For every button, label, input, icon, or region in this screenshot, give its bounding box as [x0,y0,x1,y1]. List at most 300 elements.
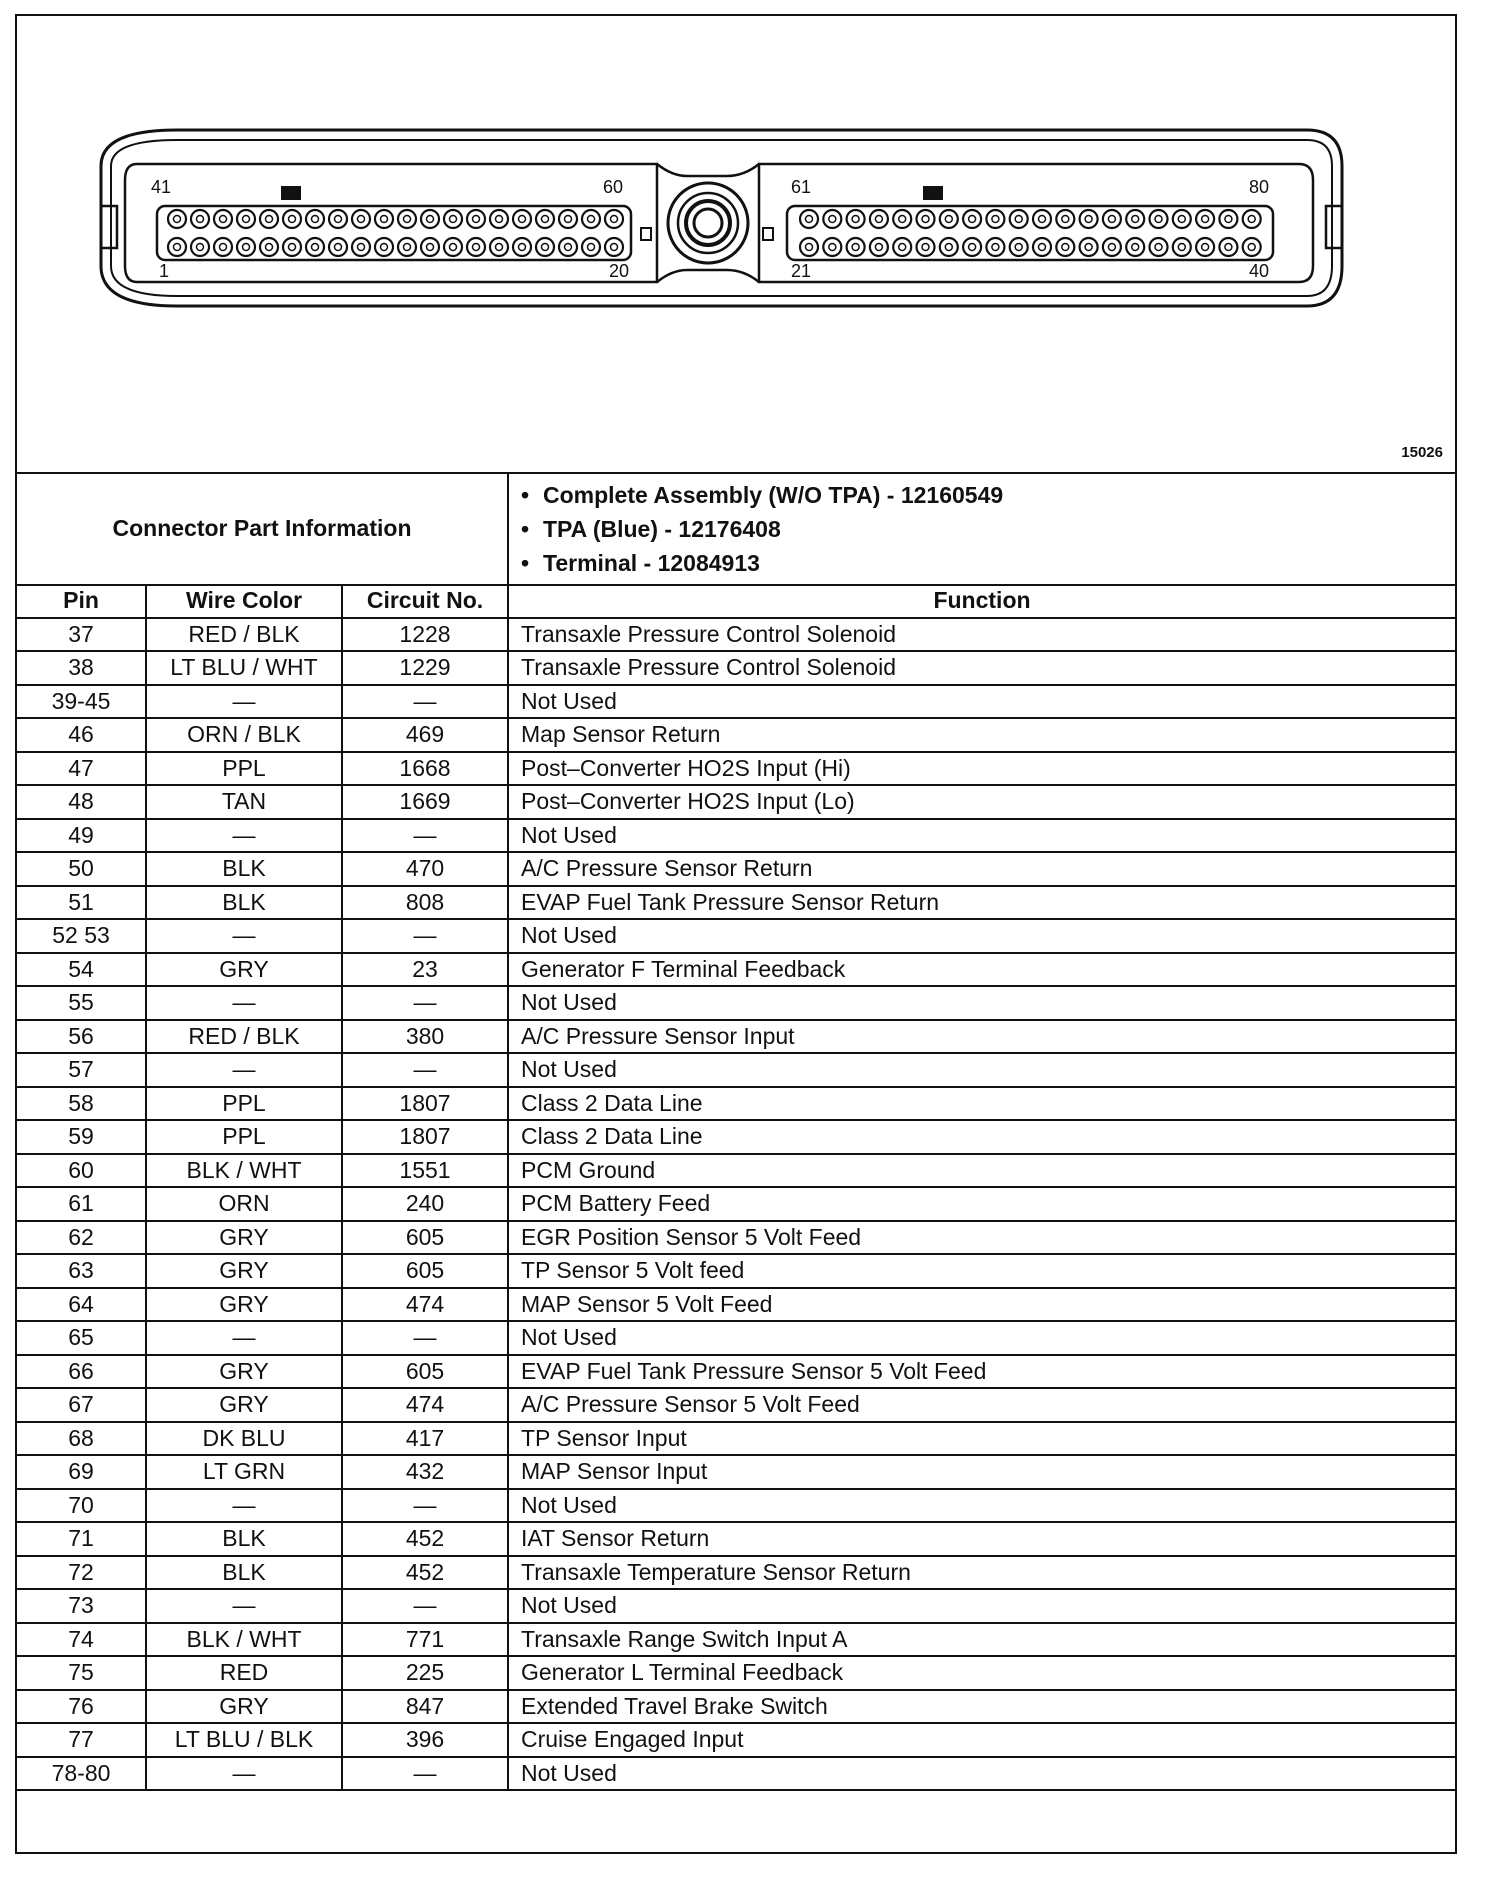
connector-pin [963,210,981,228]
function-cell: Post–Converter HO2S Input (Lo) [508,785,1455,819]
connector-pin-socket [565,216,572,223]
table-row [17,1556,1455,1590]
function-cell: Not Used [508,819,1455,853]
function-cell: PCM Battery Feed [508,1187,1455,1221]
connector-pin-socket [381,216,388,223]
connector-pin-socket [806,216,813,223]
connector-pin-socket [266,216,273,223]
table-row [17,1321,1455,1355]
connector-pin [1150,210,1168,228]
connector-pin-socket [1085,216,1092,223]
connector-pin [986,238,1004,256]
table-row [17,1656,1455,1690]
connector-pin [940,238,958,256]
pin-cell: 54 [17,953,146,987]
function-cell: TP Sensor Input [508,1422,1455,1456]
connector-pin [1173,210,1191,228]
circuit-no-cell: 1551 [342,1154,508,1188]
connector-pin-socket [496,244,503,251]
connector-pin [237,210,255,228]
pin-cell: 62 [17,1221,146,1255]
circuit-no-cell: — [342,819,508,853]
wire-color-cell: — [146,819,342,853]
connector-pin-socket [197,244,204,251]
connector-pin [823,238,841,256]
function-cell: Not Used [508,1489,1455,1523]
function-cell: EGR Position Sensor 5 Volt Feed [508,1221,1455,1255]
pin-cell: 50 [17,852,146,886]
wire-color-cell: GRY [146,1690,342,1724]
pin-cell: 72 [17,1556,146,1590]
pin-cell: 59 [17,1120,146,1154]
function-cell: MAP Sensor Input [508,1455,1455,1489]
connector-pin [329,238,347,256]
pin-cell: 71 [17,1522,146,1556]
connector-pin-socket [875,244,882,251]
connector-pin [847,210,865,228]
pin-cell: 67 [17,1388,146,1422]
connector-pin [1126,210,1144,228]
wire-color-cell: ORN / BLK [146,718,342,752]
connector-pin-socket [427,216,434,223]
connector-pin [917,210,935,228]
connector-pin [536,238,554,256]
connector-pin [490,238,508,256]
pin-cell: 66 [17,1355,146,1389]
connector-pin-socket [899,244,906,251]
part-info-item: • TPA (Blue) - 12176408 [521,512,1003,546]
connector-pin-socket [611,244,618,251]
part-info-list [521,478,1003,580]
connector-pin-socket [969,244,976,251]
wire-color-cell: GRY [146,953,342,987]
connector-pin [283,210,301,228]
circuit-no-cell: 380 [342,1020,508,1054]
header-function: Function [508,584,1455,618]
connector-pin-socket [1202,216,1209,223]
circuit-no-cell: 1229 [342,651,508,685]
circuit-no-cell: 847 [342,1690,508,1724]
table-row [17,919,1455,953]
connector-pin-socket [588,216,595,223]
pin-cell: 38 [17,651,146,685]
circuit-no-cell: 396 [342,1723,508,1757]
pin-cell: 51 [17,886,146,920]
pin-cell: 64 [17,1288,146,1322]
connector-pin-socket [969,216,976,223]
table-row [17,1757,1455,1791]
connector-pin-socket [1202,244,1209,251]
function-cell: Generator L Terminal Feedback [508,1656,1455,1690]
circuit-no-cell: 452 [342,1556,508,1590]
connector-pin [1080,210,1098,228]
connector-pin-socket [243,216,250,223]
connector-pin [421,238,439,256]
wire-color-cell: TAN [146,785,342,819]
right-pin-block [800,210,1261,256]
connector-pin [398,210,416,228]
wire-color-cell: GRY [146,1288,342,1322]
pin-label-20: 20 [608,261,629,281]
circuit-no-cell: 474 [342,1388,508,1422]
pin-label-41: 41 [151,177,172,197]
function-cell: Transaxle Temperature Sensor Return [508,1556,1455,1590]
connector-illustration [17,16,1455,472]
table-row [17,1455,1455,1489]
header-circuit-no: Circuit No. [342,584,508,618]
connector-pin [1033,210,1051,228]
connector-pin [168,210,186,228]
connector-pin-socket [1155,216,1162,223]
pin-cell: 57 [17,1053,146,1087]
table-row [17,1623,1455,1657]
pin-cell: 39-45 [17,685,146,719]
connector-part-info [17,472,1455,586]
table-row [17,785,1455,819]
connector-pin-socket [220,244,227,251]
connector-pin-socket [289,244,296,251]
pin-label-60: 60 [602,177,623,197]
connector-pin-socket [1178,216,1185,223]
table-row [17,1154,1455,1188]
function-cell: IAT Sensor Return [508,1522,1455,1556]
pin-cell: 75 [17,1656,146,1690]
circuit-no-cell: 808 [342,886,508,920]
table-row [17,1723,1455,1757]
pin-label-61: 61 [791,177,812,197]
wire-color-cell: BLK / WHT [146,1154,342,1188]
connector-pin-socket [922,244,929,251]
circuit-no-cell: 452 [342,1522,508,1556]
connector-pin-socket [1039,244,1046,251]
table-row [17,1288,1455,1322]
connector-pin [237,238,255,256]
function-cell: MAP Sensor 5 Volt Feed [508,1288,1455,1322]
function-cell: Transaxle Pressure Control Solenoid [508,651,1455,685]
wire-color-cell: GRY [146,1254,342,1288]
circuit-no-cell: 1669 [342,785,508,819]
connector-pin [963,238,981,256]
connector-pin [582,238,600,256]
function-cell: Not Used [508,1321,1455,1355]
function-cell: Not Used [508,685,1455,719]
function-cell: Not Used [508,986,1455,1020]
pin-cell: 68 [17,1422,146,1456]
function-cell: Class 2 Data Line [508,1120,1455,1154]
connector-pin-socket [1062,216,1069,223]
table-row [17,1422,1455,1456]
function-cell: Map Sensor Return [508,718,1455,752]
connector-pin-socket [404,216,411,223]
pin-cell: 65 [17,1321,146,1355]
connector-pin-socket [542,216,549,223]
connector-pin-socket [243,244,250,251]
connector-pin-socket [358,244,365,251]
connector-pin-socket [1225,244,1232,251]
table-row [17,953,1455,987]
connector-pin-socket [197,216,204,223]
connector-pin [536,210,554,228]
connector-pin [214,210,232,228]
connector-pin [1219,238,1237,256]
connector-pin [444,238,462,256]
connector-pin [352,238,370,256]
wire-color-cell: — [146,685,342,719]
connector-pin [444,210,462,228]
wire-color-cell: GRY [146,1221,342,1255]
connector-pin-socket [542,244,549,251]
circuit-no-cell: 470 [342,852,508,886]
connector-pin-socket [852,216,859,223]
connector-pin [1033,238,1051,256]
pin-cell: 55 [17,986,146,1020]
connector-pin-socket [266,244,273,251]
connector-pin [1196,238,1214,256]
connector-pin-socket [312,216,319,223]
function-cell: Generator F Terminal Feedback [508,953,1455,987]
table-header-row [17,584,1455,618]
table-row [17,1053,1455,1087]
function-cell: Not Used [508,919,1455,953]
circuit-no-cell: 771 [342,1623,508,1657]
connector-pin-socket [1132,244,1139,251]
pin-cell: 76 [17,1690,146,1724]
wire-color-cell: BLK [146,886,342,920]
connector-pin-socket [1248,244,1255,251]
connector-pin [559,238,577,256]
connector-pin-socket [312,244,319,251]
connector-diagram [17,16,1455,474]
connector-pin-socket [519,244,526,251]
function-cell: EVAP Fuel Tank Pressure Sensor 5 Volt Feed [508,1355,1455,1389]
function-cell: Not Used [508,1589,1455,1623]
function-cell: TP Sensor 5 Volt feed [508,1254,1455,1288]
connector-pin [1010,210,1028,228]
table-row [17,1589,1455,1623]
connector-pin-socket [381,244,388,251]
wire-color-cell: LT BLU / WHT [146,651,342,685]
connector-pin [605,238,623,256]
wire-color-cell: BLK [146,1556,342,1590]
pin-cell: 58 [17,1087,146,1121]
circuit-no-cell: 1807 [342,1087,508,1121]
connector-pin-socket [1085,244,1092,251]
connector-pin [168,238,186,256]
connector-pin [893,238,911,256]
circuit-no-cell: 225 [342,1656,508,1690]
pin-label-80: 80 [1248,177,1269,197]
table-row [17,1489,1455,1523]
connector-pin [1150,238,1168,256]
connector-pin-socket [473,216,480,223]
connector-pin-socket [611,216,618,223]
wire-color-cell: LT GRN [146,1455,342,1489]
connector-pin [986,210,1004,228]
connector-pin [191,210,209,228]
circuit-no-cell: — [342,986,508,1020]
connector-pin [513,238,531,256]
part-info-item: • Terminal - 12084913 [521,546,1003,580]
connector-pin [1056,210,1074,228]
connector-pin-socket [852,244,859,251]
wire-color-cell: BLK / WHT [146,1623,342,1657]
table-row [17,1020,1455,1054]
connector-pin [306,210,324,228]
circuit-no-cell: 1228 [342,618,508,652]
connector-pin [490,210,508,228]
connector-pin-socket [1178,244,1185,251]
circuit-no-cell: 605 [342,1221,508,1255]
circuit-no-cell: 605 [342,1254,508,1288]
connector-pin-socket [496,216,503,223]
pin-cell: 77 [17,1723,146,1757]
table-row [17,1087,1455,1121]
connector-pin [467,238,485,256]
connector-pin [870,210,888,228]
circuit-no-cell: — [342,919,508,953]
function-cell: A/C Pressure Sensor 5 Volt Feed [508,1388,1455,1422]
circuit-no-cell: 240 [342,1187,508,1221]
wire-color-cell: PPL [146,1087,342,1121]
wire-color-cell: GRY [146,1388,342,1422]
circuit-no-cell: 605 [342,1355,508,1389]
function-cell: Not Used [508,1053,1455,1087]
function-cell: A/C Pressure Sensor Return [508,852,1455,886]
table-row [17,1690,1455,1724]
wire-color-cell: — [146,1489,342,1523]
pin-label-21: 21 [791,261,812,281]
pinout-table-body [17,618,1455,1791]
pin-cell: 48 [17,785,146,819]
connector-pin [352,210,370,228]
connector-pin-socket [1015,216,1022,223]
connector-pin-socket [899,216,906,223]
table-row [17,1355,1455,1389]
connector-pin [559,210,577,228]
connector-pin [823,210,841,228]
connector-pin [283,238,301,256]
pin-label-40: 40 [1248,261,1269,281]
function-cell: EVAP Fuel Tank Pressure Sensor Return [508,886,1455,920]
circuit-no-cell: 1807 [342,1120,508,1154]
connector-pin [605,210,623,228]
connector-pin-socket [450,216,457,223]
connector-pin-socket [1015,244,1022,251]
connector-pin-socket [565,244,572,251]
connector-pin-socket [174,244,181,251]
connector-pin [421,210,439,228]
connector-pin [329,210,347,228]
connector-pin [1219,210,1237,228]
connector-pin [375,210,393,228]
header-pin: Pin [17,584,146,618]
wire-color-cell: ORN [146,1187,342,1221]
connector-pin-socket [1062,244,1069,251]
table-row [17,886,1455,920]
table-row [17,986,1455,1020]
function-cell: Class 2 Data Line [508,1087,1455,1121]
connector-pin [1196,210,1214,228]
wire-color-cell: RED / BLK [146,618,342,652]
connector-pin [1243,238,1261,256]
pin-label-1: 1 [159,261,170,281]
circuit-no-cell: 474 [342,1288,508,1322]
connector-pin [1103,238,1121,256]
connector-pin [1243,210,1261,228]
connector-pin [1103,210,1121,228]
wire-color-cell: RED / BLK [146,1020,342,1054]
circuit-no-cell: — [342,1589,508,1623]
table-row [17,1522,1455,1556]
table-row [17,1187,1455,1221]
circuit-no-cell: 23 [342,953,508,987]
pin-cell: 61 [17,1187,146,1221]
function-cell: Post–Converter HO2S Input (Hi) [508,752,1455,786]
connector-pin [398,238,416,256]
circuit-no-cell: — [342,1321,508,1355]
connector-pin-socket [875,216,882,223]
circuit-no-cell: — [342,1757,508,1791]
connector-pin [1080,238,1098,256]
function-cell: Transaxle Pressure Control Solenoid [508,618,1455,652]
connector-pin [306,238,324,256]
function-cell: Not Used [508,1757,1455,1791]
table-row [17,1221,1455,1255]
pin-cell: 37 [17,618,146,652]
pin-cell: 46 [17,718,146,752]
pin-cell: 70 [17,1489,146,1523]
wire-color-cell: — [146,1589,342,1623]
circuit-no-cell: — [342,685,508,719]
figure-id: 15026 [1401,444,1443,461]
connector-pin-socket [829,244,836,251]
connector-pin-socket [404,244,411,251]
connector-pin-socket [1108,216,1115,223]
wire-color-cell: PPL [146,1120,342,1154]
connector-pin-socket [1039,216,1046,223]
wire-color-cell: — [146,1053,342,1087]
table-row [17,1254,1455,1288]
connector-pin [870,238,888,256]
circuit-no-cell: — [342,1053,508,1087]
pin-cell: 60 [17,1154,146,1188]
connector-pin-socket [450,244,457,251]
connector-pin-socket [289,216,296,223]
pin-cell: 47 [17,752,146,786]
connector-pin-socket [992,244,999,251]
function-cell: Extended Travel Brake Switch [508,1690,1455,1724]
wire-color-cell: BLK [146,1522,342,1556]
connector-pin-socket [1248,216,1255,223]
connector-pin-socket [358,216,365,223]
connector-pin [917,238,935,256]
connector-pin [191,238,209,256]
wire-color-cell: — [146,1757,342,1791]
connector-pin-socket [945,244,952,251]
connector-pin-socket [335,244,342,251]
connector-pin-socket [335,216,342,223]
connector-pin-socket [992,216,999,223]
wire-color-cell: LT BLU / BLK [146,1723,342,1757]
pin-cell: 78-80 [17,1757,146,1791]
connector-pin [800,238,818,256]
connector-pin-socket [220,216,227,223]
function-cell: Cruise Engaged Input [508,1723,1455,1757]
wire-color-cell: — [146,1321,342,1355]
connector-pin [260,210,278,228]
table-row [17,651,1455,685]
pinout-table [17,584,1455,1791]
